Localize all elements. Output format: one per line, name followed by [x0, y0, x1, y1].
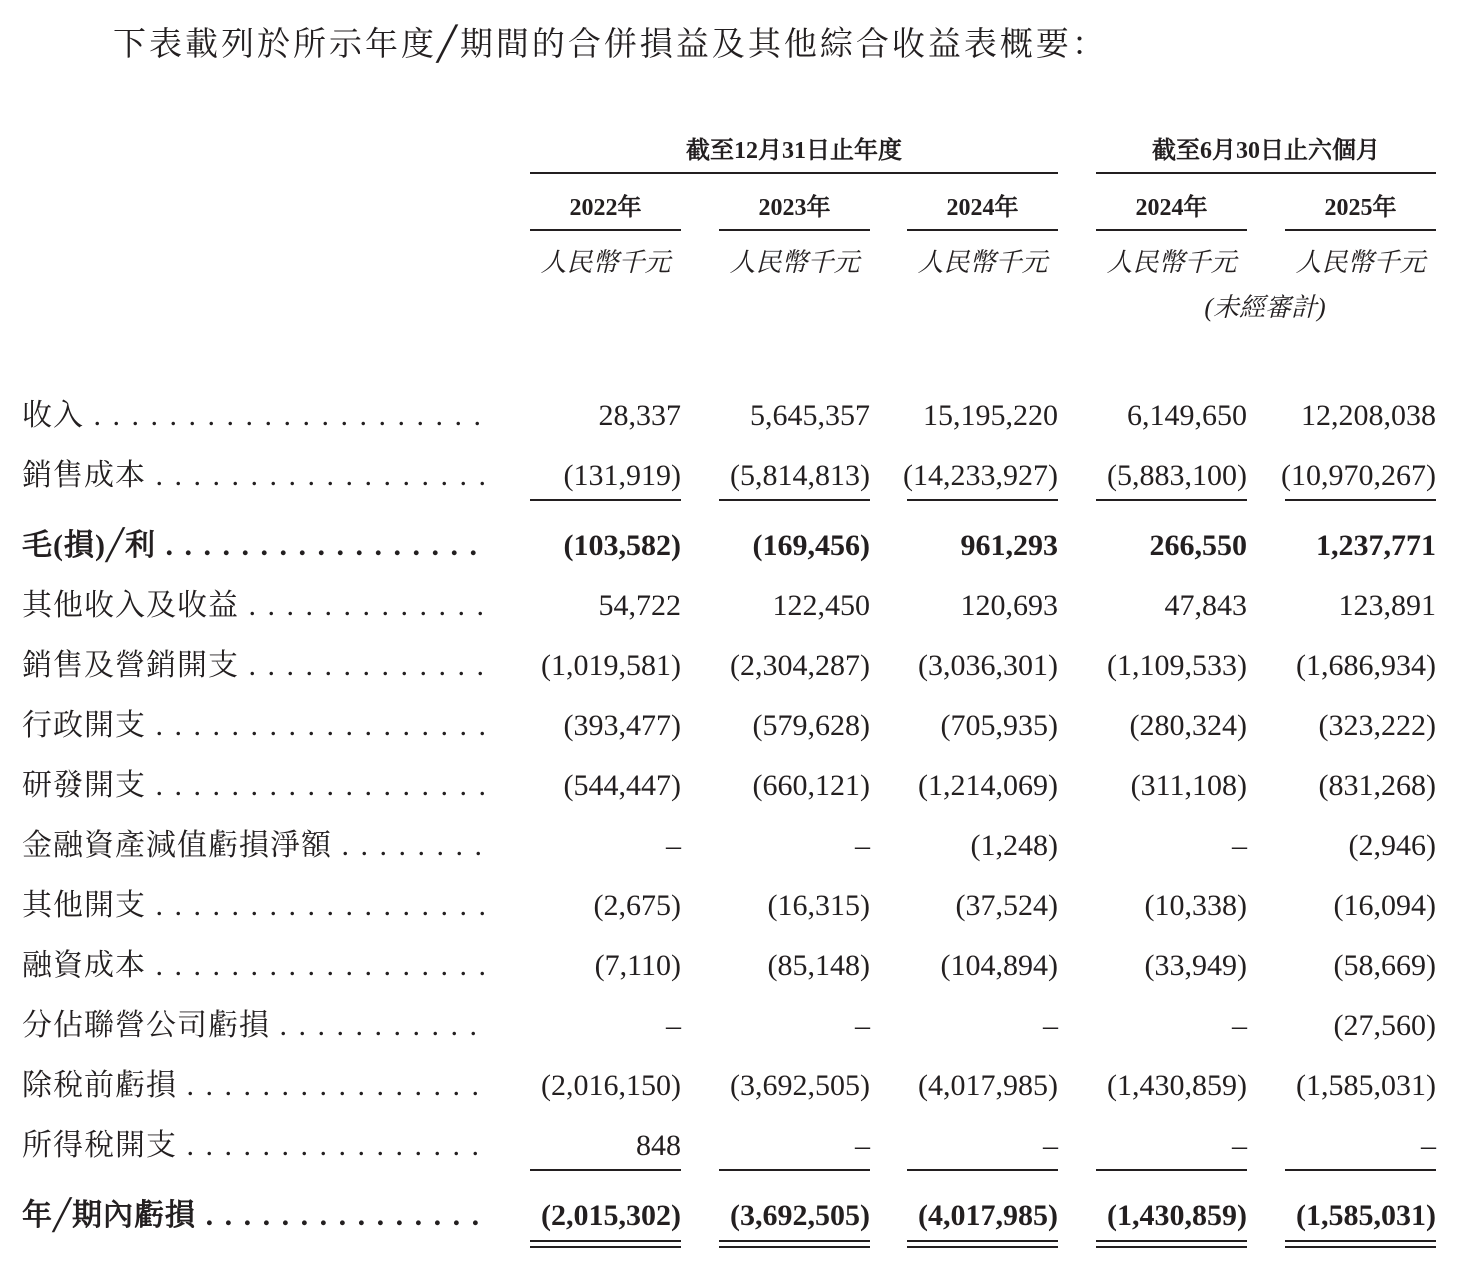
value-cell: 12,208,038 [1301, 399, 1436, 432]
row-label: 除稅前虧損 . . . [22, 1063, 487, 1109]
row-label: 其他收入及收益 . . . [22, 583, 487, 629]
subtotal-rule [530, 499, 681, 501]
table-row [0, 943, 1478, 989]
value-cell: (1,109,533) [1107, 649, 1247, 682]
value-cell: (2,016,150) [541, 1069, 681, 1102]
subtotal-rule [530, 1169, 681, 1171]
value-cell: – [1043, 1009, 1058, 1042]
value-cell: (3,692,505) [730, 1069, 870, 1102]
table-row [0, 393, 1478, 439]
row-label: 分佔聯營公司虧損 . . . [22, 1003, 487, 1049]
table-row [0, 453, 1478, 499]
table-row [0, 583, 1478, 629]
row-label: 年╱期內虧損 . . . [22, 1193, 487, 1239]
table-row [0, 523, 1478, 569]
value-cell: – [1232, 1129, 1247, 1162]
year-rule [530, 229, 681, 231]
value-cell: (2,946) [1348, 829, 1436, 862]
subtotal-rule [719, 1169, 870, 1171]
value-cell: 47,843 [1164, 589, 1247, 622]
value-cell: (4,017,985) [918, 1199, 1058, 1232]
total-double-rule [530, 1240, 681, 1248]
unaudited-note: (未經審計) [1204, 293, 1326, 322]
value-cell: (831,268) [1318, 769, 1436, 802]
table-row [0, 883, 1478, 929]
value-cell: (1,248) [970, 829, 1058, 862]
value-cell: – [1232, 829, 1247, 862]
unit-label: 人民幣千元 [729, 248, 860, 277]
value-cell: (131,919) [563, 459, 681, 492]
row-label: 融資成本 . . . [22, 943, 487, 989]
value-cell: (10,338) [1144, 889, 1247, 922]
unit-label: 人民幣千元 [540, 248, 671, 277]
value-cell: – [855, 829, 870, 862]
value-cell: (169,456) [752, 529, 870, 562]
table-row [0, 1003, 1478, 1049]
subtotal-rule [1096, 499, 1247, 501]
value-cell: (4,017,985) [918, 1069, 1058, 1102]
value-cell: (280,324) [1129, 709, 1247, 742]
value-cell: (27,560) [1333, 1009, 1436, 1042]
table-row [0, 1193, 1478, 1239]
unit-label: 人民幣千元 [1295, 248, 1426, 277]
value-cell: (311,108) [1130, 769, 1247, 802]
value-cell: (1,585,031) [1296, 1069, 1436, 1102]
row-label: 行政開支 . . . [22, 703, 487, 749]
value-cell: – [666, 829, 681, 862]
value-cell: (85,148) [767, 949, 870, 982]
value-cell: (103,582) [563, 529, 681, 562]
value-cell: 120,693 [960, 589, 1058, 622]
value-cell: (58,669) [1333, 949, 1436, 982]
table-row [0, 643, 1478, 689]
value-cell: (3,692,505) [730, 1199, 870, 1232]
value-cell: (544,447) [563, 769, 681, 802]
year-header-2024-full: 2024年 [946, 195, 1019, 221]
year-header-2022: 2022年 [569, 195, 642, 221]
value-cell: (660,121) [752, 769, 870, 802]
value-cell: – [855, 1009, 870, 1042]
row-label: 其他開支 . . . [22, 883, 487, 929]
year-header-2024-half: 2024年 [1135, 195, 1208, 221]
row-label: 銷售及營銷開支 . . . [22, 643, 487, 689]
value-cell: 266,550 [1149, 529, 1247, 562]
value-cell: (579,628) [752, 709, 870, 742]
table-row [0, 703, 1478, 749]
value-cell: (1,214,069) [918, 769, 1058, 802]
value-cell: 848 [636, 1129, 681, 1162]
row-label: 所得稅開支 . . . [22, 1123, 487, 1169]
value-cell: – [666, 1009, 681, 1042]
value-cell: 123,891 [1338, 589, 1436, 622]
value-cell: 6,149,650 [1127, 399, 1247, 432]
year-rule [719, 229, 870, 231]
subtotal-rule [907, 1169, 1058, 1171]
value-cell: (2,015,302) [541, 1199, 681, 1232]
year-rule [1285, 229, 1436, 231]
value-cell: – [1043, 1129, 1058, 1162]
table-row [0, 1123, 1478, 1169]
value-cell: 122,450 [772, 589, 870, 622]
value-cell: (1,430,859) [1107, 1199, 1247, 1232]
intro-text: 下表載列於所示年度╱期間的合併損益及其他綜合收益表概要： [113, 27, 1108, 63]
value-cell: 28,337 [598, 399, 681, 432]
value-cell: 5,645,357 [750, 399, 870, 432]
value-cell: (2,675) [593, 889, 681, 922]
year-rule [907, 229, 1058, 231]
subtotal-rule [719, 499, 870, 501]
total-double-rule [1285, 1240, 1436, 1248]
value-cell: (5,814,813) [730, 459, 870, 492]
value-cell: (1,686,934) [1296, 649, 1436, 682]
value-cell: (1,585,031) [1296, 1199, 1436, 1232]
group-title-six-months: 截至6月30日止六個月 [1152, 138, 1380, 164]
value-cell: 54,722 [598, 589, 681, 622]
table-row [0, 763, 1478, 809]
group-title-full-year: 截至12月31日止年度 [686, 138, 902, 164]
value-cell: (393,477) [563, 709, 681, 742]
year-header-2023: 2023年 [758, 195, 831, 221]
row-label: 研發開支 . . . [22, 763, 487, 809]
row-label: 金融資產減值虧損淨額 . . . [22, 823, 487, 869]
value-cell: (323,222) [1318, 709, 1436, 742]
row-label: 毛(損)╱利 . . . [22, 523, 487, 569]
value-cell: (2,304,287) [730, 649, 870, 682]
subtotal-rule [1096, 1169, 1247, 1171]
value-cell: – [855, 1129, 870, 1162]
value-cell: (3,036,301) [918, 649, 1058, 682]
group-rule-six-months [1096, 172, 1436, 174]
total-double-rule [1096, 1240, 1247, 1248]
value-cell: (16,094) [1333, 889, 1436, 922]
value-cell: (104,894) [940, 949, 1058, 982]
subtotal-rule [1285, 1169, 1436, 1171]
value-cell: (1,019,581) [541, 649, 681, 682]
value-cell: (1,430,859) [1107, 1069, 1247, 1102]
value-cell: (5,883,100) [1107, 459, 1247, 492]
row-label: 銷售成本 . . . [22, 453, 487, 499]
value-cell: (705,935) [940, 709, 1058, 742]
value-cell: 961,293 [960, 529, 1058, 562]
subtotal-rule [907, 499, 1058, 501]
value-cell: – [1232, 1009, 1247, 1042]
value-cell: (7,110) [594, 949, 681, 982]
value-cell: (33,949) [1144, 949, 1247, 982]
subtotal-rule [1285, 499, 1436, 501]
row-label: 收入 . . . [22, 393, 487, 439]
total-double-rule [907, 1240, 1058, 1248]
value-cell: (16,315) [767, 889, 870, 922]
value-cell: (37,524) [955, 889, 1058, 922]
unit-label: 人民幣千元 [1106, 248, 1237, 277]
value-cell: (14,233,927) [903, 459, 1058, 492]
group-rule-full-year [530, 172, 1058, 174]
unit-label: 人民幣千元 [917, 248, 1048, 277]
year-rule [1096, 229, 1247, 231]
table-row [0, 823, 1478, 869]
table-row [0, 1063, 1478, 1109]
year-header-2025-half: 2025年 [1324, 195, 1397, 221]
value-cell: 15,195,220 [923, 399, 1058, 432]
value-cell: – [1421, 1129, 1436, 1162]
total-double-rule [719, 1240, 870, 1248]
value-cell: (10,970,267) [1281, 459, 1436, 492]
value-cell: 1,237,771 [1316, 529, 1436, 562]
